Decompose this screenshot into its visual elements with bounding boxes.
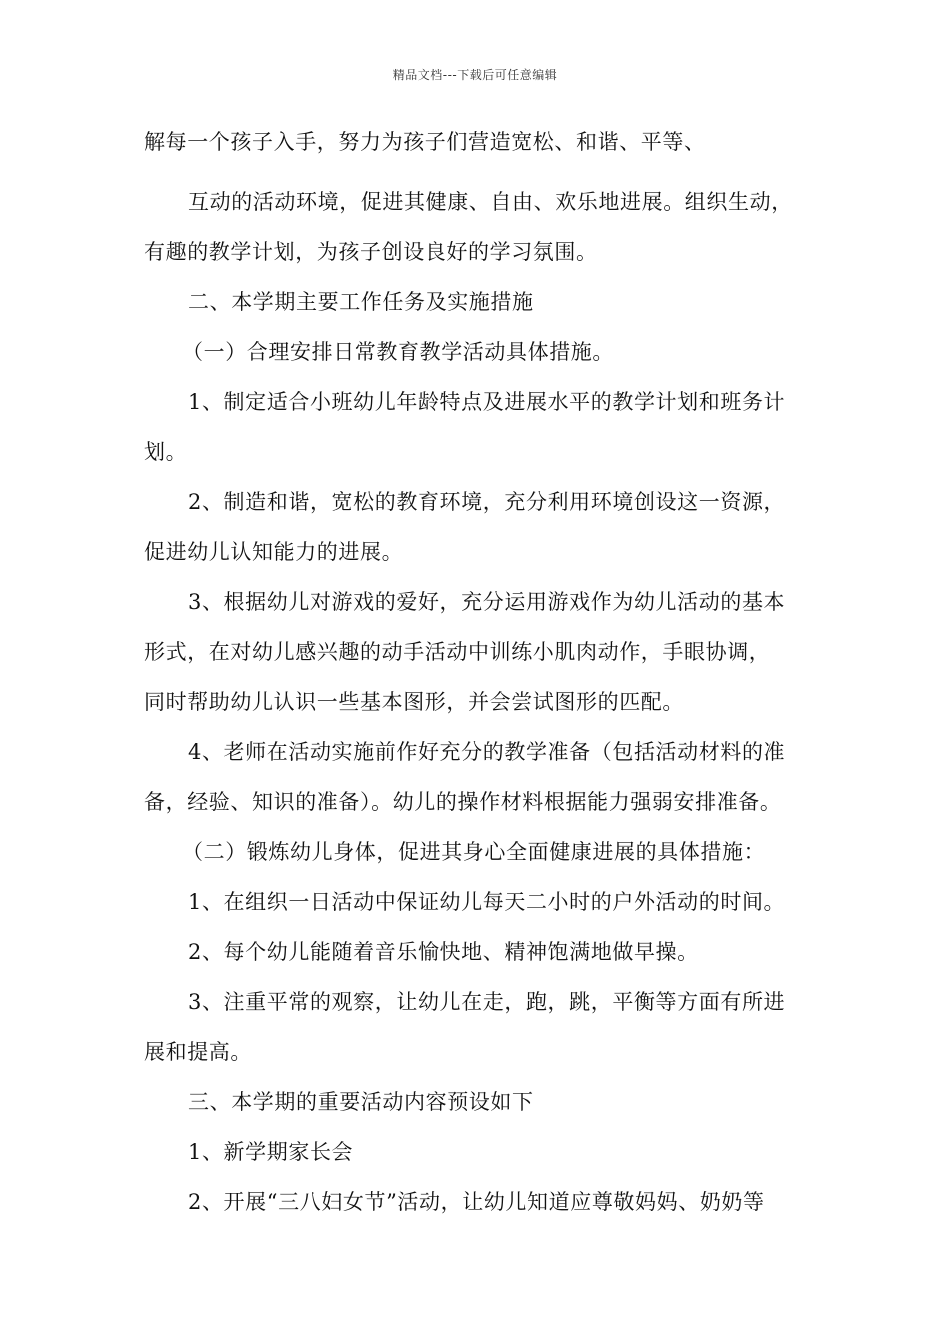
paragraph-line: 1、在组织一日活动中保证幼儿每天二小时的户外活动的时间。 (188, 890, 786, 914)
section-heading: 三、本学期的重要活动内容预设如下 (188, 1090, 534, 1114)
paragraph-line: 2、开展“三八妇女节”活动，让幼儿知道应尊敬妈妈、奶奶等 (188, 1190, 765, 1214)
paragraph-line: 2、制造和谐，宽松的教育环境，充分利用环境创设这一资源， (188, 490, 786, 514)
paragraph-line: 解每一个孩子入手，努力为孩子们营造宽松、和谐、平等、 (144, 130, 706, 154)
paragraph-line: 展和提高。 (144, 1040, 252, 1064)
paragraph-line: 1、新学期家长会 (188, 1140, 354, 1164)
paragraph-line: 有趣的教学计划，为孩子创设良好的学习氛围。 (144, 240, 598, 264)
paragraph-line: 3、根据幼儿对游戏的爱好，充分运用游戏作为幼儿活动的基本 (188, 590, 786, 614)
paragraph-line: 促进幼儿认知能力的进展。 (144, 540, 404, 564)
paragraph-line: 备，经验、知识的准备）。幼儿的操作材料根据能力强弱安排准备。 (144, 790, 782, 814)
paragraph-line: 1、制定适合小班幼儿年龄特点及进展水平的教学计划和班务计 (188, 390, 786, 414)
paragraph-line: 3、注重平常的观察，让幼儿在走，跑，跳，平衡等方面有所进 (188, 990, 786, 1014)
paragraph-line: 互动的活动环境，促进其健康、自由、欢乐地进展。组织生动， (188, 190, 793, 214)
paragraph-line: 4、老师在活动实施前作好充分的教学准备（包括活动材料的准 (188, 740, 786, 764)
subsection-heading: （二）锻炼幼儿身体，促进其身心全面健康进展的具体措施： (182, 840, 766, 864)
paragraph-line: 形式，在对幼儿感兴趣的动手活动中训练小肌肉动作，手眼协调， (144, 640, 771, 664)
paragraph-line: 划。 (144, 440, 188, 464)
paragraph-line: 同时帮助幼儿认识一些基本图形，并会尝试图形的匹配。 (144, 690, 684, 714)
paragraph-line: 2、每个幼儿能随着音乐愉快地、精神饱满地做早操。 (188, 940, 699, 964)
section-heading: 二、本学期主要工作任务及实施措施 (188, 290, 534, 314)
page-header: 精品文档---下载后可任意编辑 (392, 68, 558, 82)
subsection-heading: （一）合理安排日常教育教学活动具体措施。 (182, 340, 614, 364)
